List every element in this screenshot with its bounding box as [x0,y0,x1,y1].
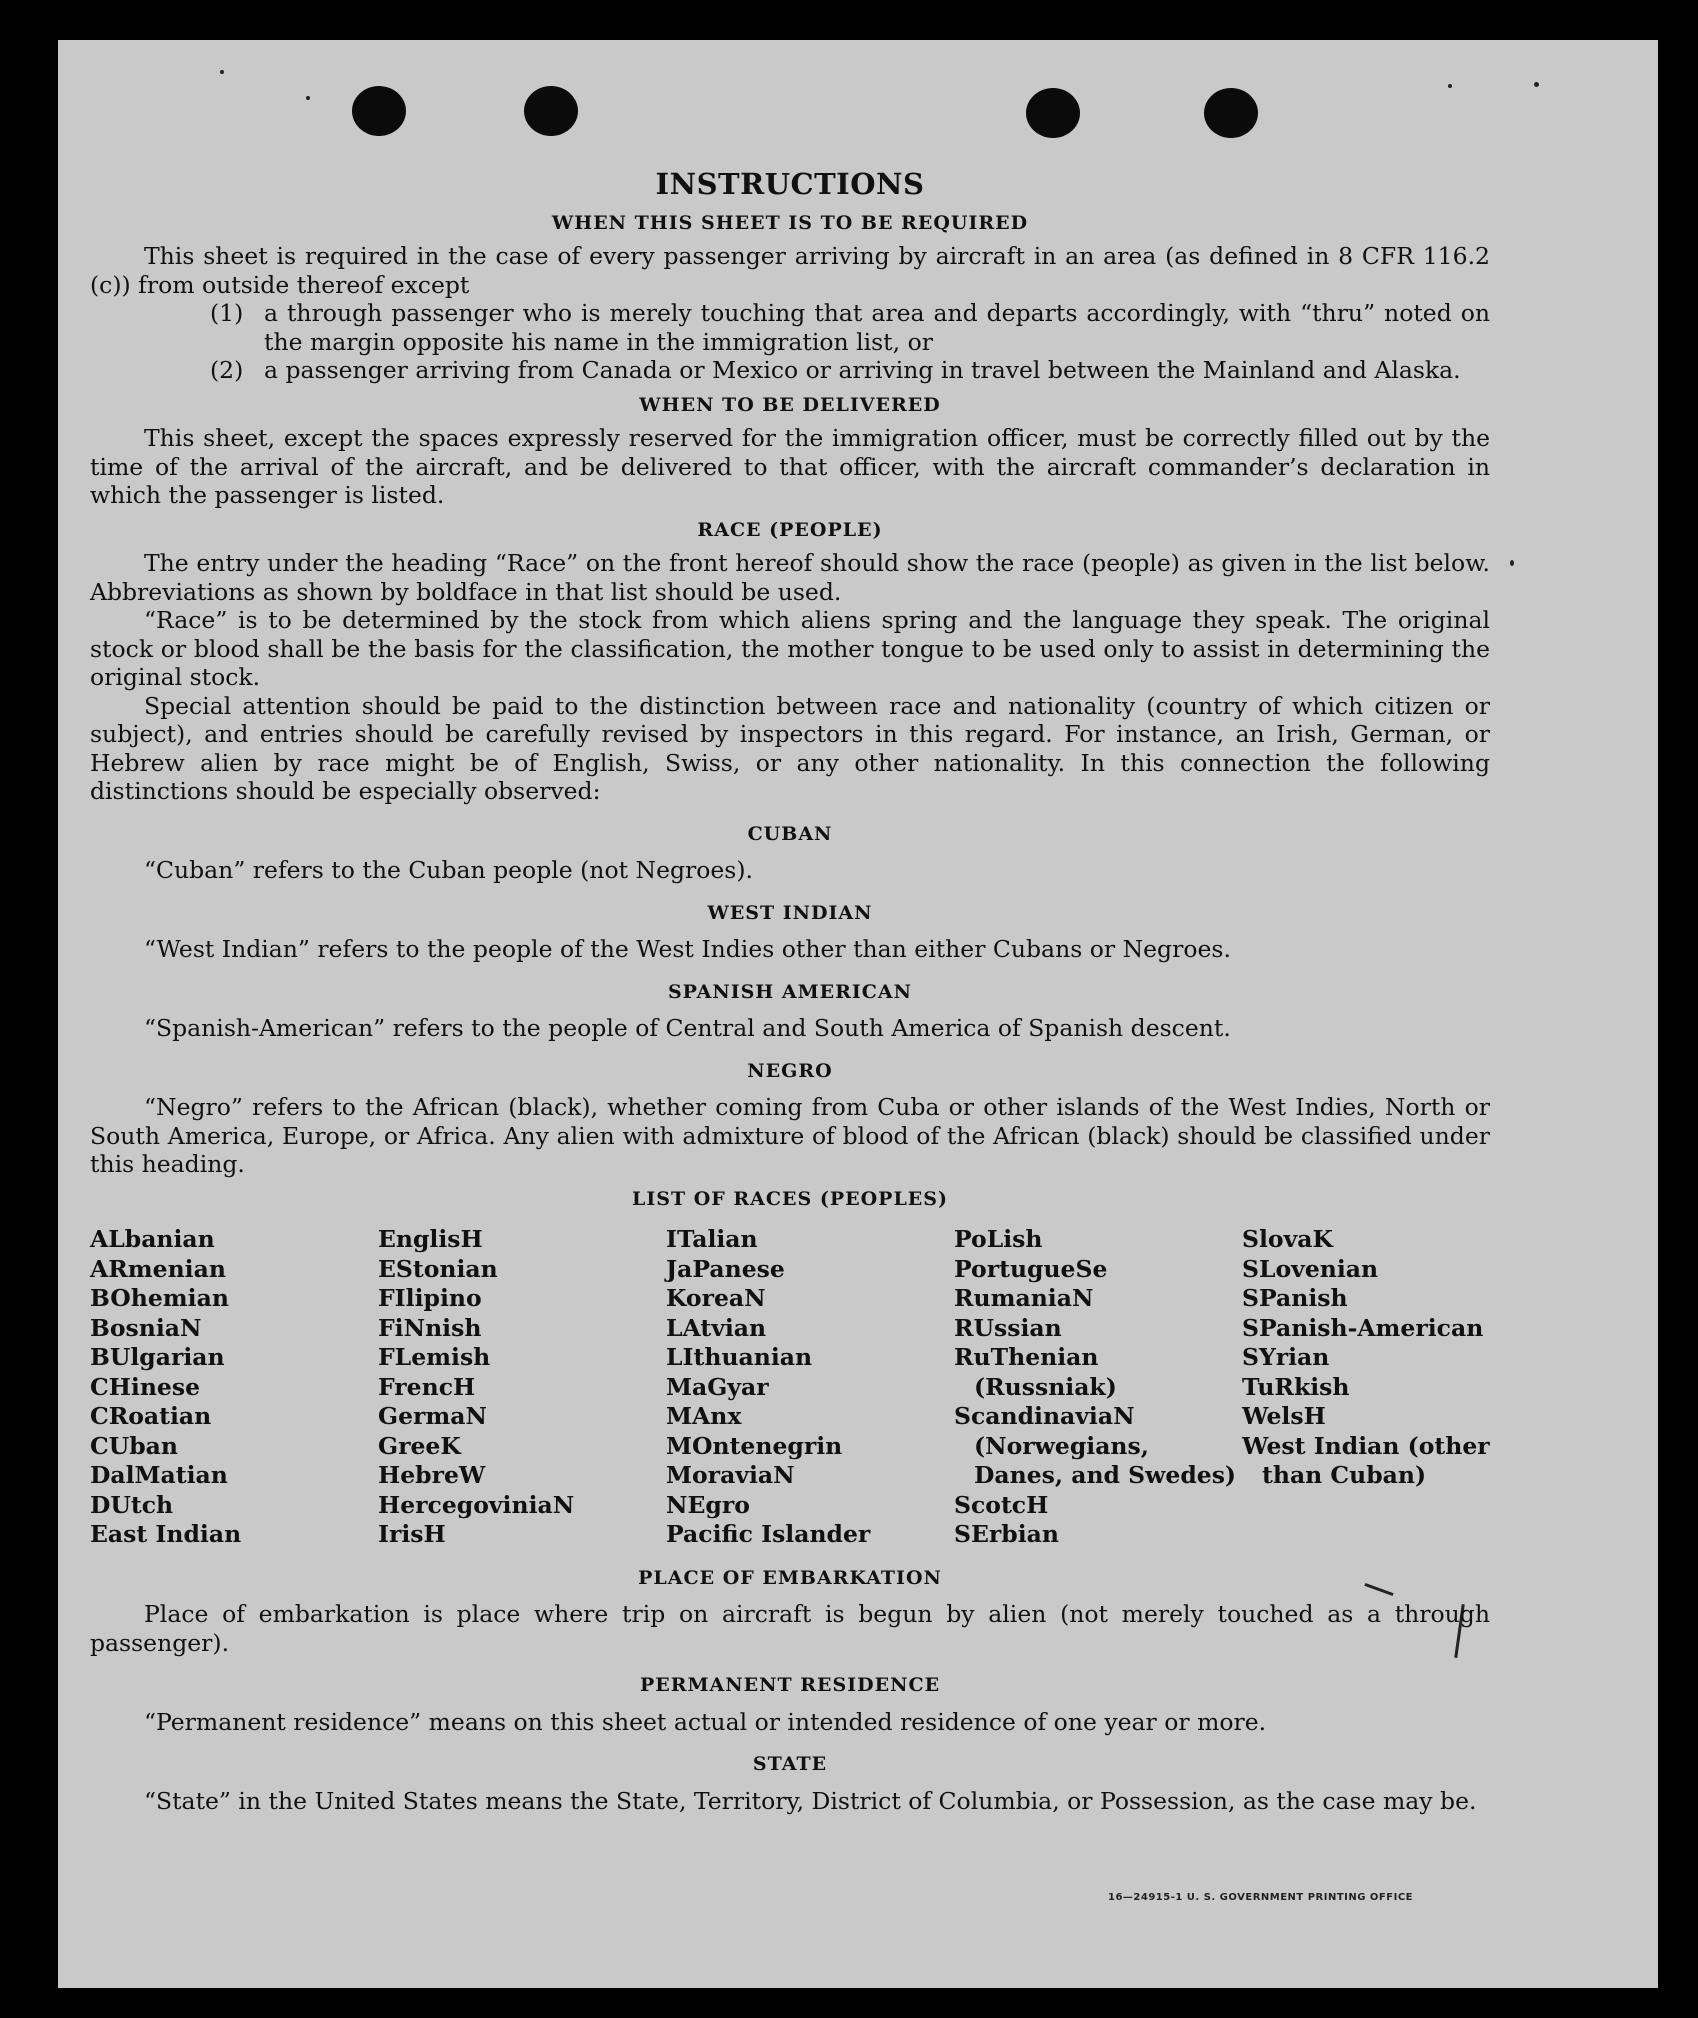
race-entry: HebreW [378,1461,486,1489]
race-entry: BUlgarian [90,1343,225,1371]
race-entry: RuThenian (Russniak) [954,1343,1117,1401]
race-entry: BOhemian [90,1284,229,1312]
paragraph: Special attention should be paid to the distinction between race and nationality (country of which citizen or subject), and entries should be carefully revised by inspectors in this regard. For instance, an Irish, German, or Hebrew alien by race might be of English, Swiss, or any other nationality. In this connection the following distinctions should be especially observed: [90,691,1490,805]
race-entry: FrencH [378,1372,476,1401]
instructions-body [90,167,1490,1815]
section-heading: LIST OF RACES (PEOPLES) [632,1187,948,1210]
paragraph: “Permanent residence” means on this sheet actual or intended residence of one year or more. [144,1707,1267,1736]
section-heading: SPANISH AMERICAN [667,980,913,1003]
paragraph: This sheet is required in the case of every passenger arriving by aircraft in an area (as defined in 8 CFR 116.2 (c)) from outside thereof except [90,242,1490,299]
race-entry: SPanish-American [1242,1313,1484,1342]
section-heading: WHEN THIS SHEET IS TO BE REQUIRED [551,211,1029,234]
race-list [90,1225,1490,1550]
paragraph: “Spanish-American” refers to the people of Central and South America of Spanish descent. [144,1014,1231,1042]
list-item [210,356,1490,385]
race-entry: GermaN [378,1402,487,1430]
race-entry: MOntenegrin [666,1431,843,1460]
race-entry: ITalian [666,1225,758,1253]
page-title: INSTRUCTIONS [655,167,925,201]
item-number: (2) [210,356,244,384]
race-entry: TuRkish [1242,1372,1350,1401]
speck-mark [1510,560,1514,566]
race-entry: EnglisH [378,1225,483,1253]
section-heading: WEST INDIAN [707,901,873,924]
race-entry: SlovaK [1242,1225,1333,1253]
list-item [210,299,1490,356]
race-entry: FLemish [378,1343,491,1371]
section-heading: RACE (PEOPLE) [697,518,883,541]
race-entry: PortugueSe [954,1254,1108,1283]
race-entry: GreeK [378,1431,461,1460]
race-entry: RumaniaN [954,1284,1094,1312]
race-column [378,1225,666,1550]
race-entry: JaPanese [666,1254,785,1283]
race-entry: SErbian [954,1520,1059,1548]
race-entry: CUban [90,1431,178,1460]
race-entry: MAnx [666,1402,742,1430]
race-entry: SPanish [1242,1284,1348,1312]
punch-hole [524,86,578,136]
race-entry: LIthuanian [666,1343,813,1371]
race-entry: MaGyar [666,1372,769,1401]
race-entry: RUssian [954,1313,1062,1342]
race-entry: KoreaN [666,1284,766,1312]
race-entry: MoraviaN [666,1461,795,1489]
punch-hole [1026,88,1080,138]
race-entry: PoLish [954,1225,1043,1253]
paragraph: Place of embarkation is place where trip on aircraft is begun by alien (not merely touched as a through passenger). [90,1600,1490,1657]
item-number: (1) [210,299,244,327]
race-entry: LAtvian [666,1313,767,1342]
race-entry: FIlipino [378,1284,482,1312]
race-entry: FiNnish [378,1313,482,1342]
race-entry: EStonian [378,1254,498,1283]
punch-hole [1204,88,1258,138]
section-heading: STATE [752,1753,828,1775]
race-entry: DalMatian [90,1461,228,1489]
paragraph: The entry under the heading “Race” on the front hereof should show the race (people) as given in the list below. Abbreviations as shown by boldface in that list should be used. [90,549,1490,606]
race-entry: ARmenian [90,1254,226,1283]
section-heading: NEGRO [747,1059,833,1082]
paragraph: “Race” is to be determined by the stock from which aliens spring and the language they speak. The original stock or blood shall be the basis for the classification, the mother tongue to be used only to assist in determining the original stock. [90,606,1490,691]
paragraph: “West Indian” refers to the people of the West Indies other than either Cubans or Negroes. [144,935,1231,963]
race-entry: HercegoviniaN [378,1490,575,1519]
section-heading: PLACE OF EMBARKATION [638,1566,942,1589]
race-entry: NEgro [666,1490,750,1519]
speck-mark [220,70,224,74]
paragraph: “Negro” refers to the African (black), whether coming from Cuba or other islands of the West Indies, North or South America, Europe, or Africa. Any alien with admixture of blood of the African (black) should be classified under this heading. [90,1093,1490,1178]
race-column [1242,1225,1530,1550]
race-entry: SLovenian [1242,1254,1379,1283]
race-entry: SYrian [1242,1343,1330,1371]
item-text: a passenger arriving from Canada or Mexico or arriving in travel between the Mainland and Alaska. [264,356,1461,384]
race-column [666,1225,954,1550]
race-entry: CRoatian [90,1402,212,1430]
race-entry: ALbanian [90,1225,215,1253]
race-entry: WelsH [1242,1402,1326,1430]
section-heading: WHEN TO BE DELIVERED [639,393,941,416]
race-entry: East Indian [90,1520,242,1548]
paragraph: “Cuban” refers to the Cuban people (not Negroes). [144,856,754,884]
section-heading: CUBAN [747,822,833,845]
punch-hole [352,86,406,136]
race-entry: CHinese [90,1372,201,1401]
race-entry: Pacific Islander [666,1520,871,1548]
race-entry: DUtch [90,1490,174,1519]
race-entry: ScandinaviaN (Norwegians, Danes, and Swedes) [954,1402,1237,1489]
speck-mark [1534,82,1539,87]
race-entry: BosniaN [90,1313,202,1342]
item-text: a through passenger who is merely touching that area and departs accordingly, with “thru” noted on the margin opposite his name in the immigration list, or [264,299,1490,356]
race-column [954,1225,1242,1550]
paragraph: This sheet, except the spaces expressly reserved for the immigration officer, must be correctly filled out by the time of the arrival of the aircraft, and be delivered to that officer, with the aircraft commander’s declaration in which the passenger is listed. [90,424,1490,509]
race-entry: ScotcH [954,1490,1049,1519]
race-column [90,1225,378,1550]
race-entry: IrisH [378,1520,446,1548]
paragraph: “State” in the United States means the State, Territory, District of Columbia, or Possession, as the case may be. [144,1786,1477,1815]
race-entry: West Indian (other than Cuban) [1242,1431,1490,1489]
speck-mark [306,96,310,100]
printer-imprint: 16—24915-1 U. S. GOVERNMENT PRINTING OFFICE [1108,1892,1413,1903]
speck-mark [1448,84,1452,88]
section-heading: PERMANENT RESIDENCE [639,1674,941,1696]
